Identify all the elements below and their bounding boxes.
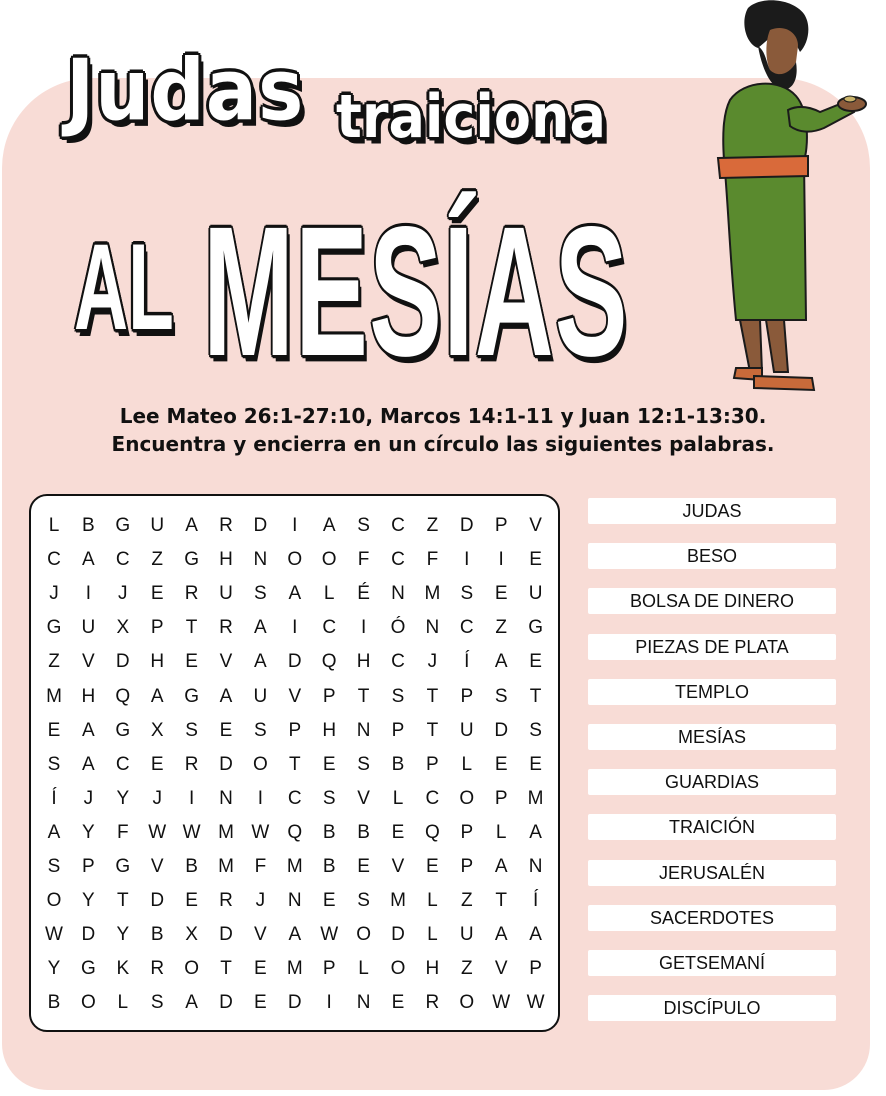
grid-letter[interactable]: C <box>391 651 405 673</box>
grid-letter[interactable]: B <box>185 856 198 877</box>
grid-letter[interactable]: L <box>392 787 404 809</box>
grid-letter[interactable]: R <box>425 992 440 1014</box>
grid-letter[interactable]: B <box>391 753 405 775</box>
grid-letter[interactable]: A <box>254 617 267 639</box>
grid-letter[interactable]: H <box>81 685 96 707</box>
grid-letter[interactable]: J <box>255 890 266 912</box>
grid-letter[interactable]: N <box>391 583 405 605</box>
grid-letter[interactable]: E <box>322 753 336 775</box>
grid-letter[interactable]: A <box>529 924 542 946</box>
grid-letter[interactable]: X <box>150 719 164 741</box>
grid-letter[interactable]: B <box>322 856 336 877</box>
grid-letter[interactable]: L <box>461 753 473 775</box>
grid-letter[interactable]: R <box>150 958 165 980</box>
grid-letter[interactable]: S <box>529 719 542 741</box>
grid-row <box>31 645 558 679</box>
grid-letter[interactable]: E <box>494 583 508 605</box>
grid-letter[interactable]: W <box>526 992 545 1014</box>
grid-letter[interactable]: Q <box>425 821 440 843</box>
grid-letter[interactable]: A <box>47 821 61 843</box>
grid-letter[interactable]: H <box>219 549 233 571</box>
grid-row <box>31 918 558 952</box>
grid-letter[interactable]: M <box>286 856 303 877</box>
grid-letter[interactable]: W <box>45 924 63 946</box>
grid-letter[interactable]: F <box>357 549 370 571</box>
grid-letter[interactable]: J <box>83 787 94 809</box>
grid-letter[interactable]: L <box>427 890 438 912</box>
grid-letter[interactable]: Z <box>426 515 439 536</box>
grid-letter[interactable]: V <box>254 924 267 946</box>
grid-letter[interactable]: J <box>152 787 162 809</box>
grid-letter[interactable]: V <box>357 787 370 809</box>
grid-letter[interactable]: L <box>323 583 335 605</box>
grid-letter[interactable]: U <box>459 924 474 946</box>
word-list-item: SACERDOTES <box>588 905 836 931</box>
grid-letter[interactable]: O <box>321 549 337 571</box>
grid-letter[interactable]: L <box>358 958 369 980</box>
grid-letter[interactable]: A <box>219 685 233 707</box>
grid-letter[interactable]: A <box>322 515 336 536</box>
grid-letter[interactable]: Ó <box>390 617 406 639</box>
grid-letter[interactable]: A <box>529 821 542 843</box>
grid-letter[interactable]: T <box>185 617 198 639</box>
grid-letter[interactable]: E <box>47 719 61 741</box>
grid-letter[interactable]: P <box>150 617 164 639</box>
grid-letter[interactable]: H <box>150 651 165 673</box>
instructions <box>0 402 886 458</box>
grid-letter[interactable]: P <box>82 856 95 877</box>
grid-letter[interactable]: E <box>219 719 233 741</box>
grid-letter[interactable]: G <box>115 515 131 536</box>
grid-letter[interactable]: S <box>150 992 164 1014</box>
grid-letter[interactable]: Z <box>495 617 507 639</box>
title-mesias: MESÍAS <box>203 189 629 395</box>
grid-letter[interactable]: Z <box>460 958 473 980</box>
grid-letter[interactable]: Z <box>460 890 473 912</box>
grid-letter[interactable]: D <box>219 992 233 1014</box>
grid-letter[interactable]: Y <box>82 890 95 912</box>
grid-letter[interactable]: P <box>426 753 439 775</box>
grid-letter[interactable]: C <box>391 515 405 536</box>
grid-row <box>31 509 558 543</box>
grid-letter[interactable]: Í <box>464 651 470 673</box>
grid-letter[interactable]: P <box>460 856 474 877</box>
grid-letter[interactable]: V <box>529 515 542 536</box>
grid-letter[interactable]: Z <box>48 651 60 673</box>
grid-letter[interactable]: B <box>357 821 370 843</box>
grid-letter[interactable]: N <box>356 719 371 741</box>
grid-letter[interactable]: A <box>150 685 164 707</box>
grid-letter[interactable]: O <box>253 753 268 775</box>
grid-letter[interactable]: W <box>320 924 339 946</box>
grid-letter[interactable]: W <box>492 992 511 1014</box>
grid-letter[interactable]: I <box>257 787 264 809</box>
grid-letter[interactable]: I <box>292 617 298 639</box>
grid-letter[interactable]: B <box>322 821 336 843</box>
grid-letter[interactable]: A <box>288 583 302 605</box>
grid-letter[interactable]: T <box>426 685 439 707</box>
grid-letter[interactable]: H <box>356 651 371 673</box>
word-list-item: PIEZAS DE PLATA <box>588 634 836 660</box>
grid-letter[interactable]: V <box>150 856 164 877</box>
grid-letter[interactable]: M <box>390 890 406 912</box>
grid-letter[interactable]: O <box>184 958 199 980</box>
title-traiciona: traiciona <box>336 82 606 152</box>
grid-letter[interactable]: K <box>116 958 130 980</box>
grid-letter[interactable]: L <box>48 515 60 536</box>
grid-letter[interactable]: I <box>292 515 298 536</box>
word-list-item: TEMPLO <box>588 679 836 705</box>
grid-row <box>31 782 558 816</box>
instructions-line-2: Encuentra y encierra en un círculo las siguientes palabras. <box>111 432 775 456</box>
grid-letter[interactable]: E <box>391 821 405 843</box>
grid-letter[interactable]: D <box>219 753 233 775</box>
grid-letter[interactable]: A <box>494 924 508 946</box>
grid-letter[interactable]: M <box>46 685 62 707</box>
word-list-item: GUARDIAS <box>588 769 836 795</box>
grid-letter[interactable]: L <box>495 821 507 843</box>
grid-letter[interactable]: Q <box>115 685 131 707</box>
grid-letter[interactable]: N <box>287 890 302 912</box>
title-al: AL <box>74 219 174 357</box>
grid-letter[interactable]: S <box>460 583 474 605</box>
word-list-item: BESO <box>588 543 836 569</box>
grid-row <box>31 850 558 884</box>
grid-letter[interactable]: E <box>150 583 164 605</box>
grid-row <box>31 816 558 850</box>
grid-letter[interactable]: N <box>253 549 268 571</box>
grid-letter[interactable]: S <box>254 719 267 741</box>
grid-letter[interactable]: I <box>464 549 470 571</box>
grid-letter[interactable]: C <box>459 617 474 639</box>
grid-letter[interactable]: O <box>390 958 406 980</box>
grid-letter[interactable]: O <box>459 787 475 809</box>
grid-letter[interactable]: M <box>286 958 303 980</box>
grid-row <box>31 680 558 714</box>
grid-letter[interactable]: I <box>498 549 504 571</box>
grid-letter[interactable]: S <box>391 685 405 707</box>
grid-letter[interactable]: A <box>288 924 302 946</box>
grid-letter[interactable]: Q <box>287 821 303 843</box>
grid-letter[interactable]: H <box>425 958 440 980</box>
grid-letter[interactable]: E <box>529 753 542 775</box>
grid-letter[interactable]: C <box>391 549 405 571</box>
grid-letter[interactable]: U <box>81 617 96 639</box>
grid-letter[interactable]: O <box>287 549 303 571</box>
grid-letter[interactable]: C <box>115 549 130 571</box>
grid-letter[interactable]: E <box>150 753 164 775</box>
grid-letter[interactable]: W <box>182 821 201 843</box>
grid-letter[interactable]: C <box>425 787 440 809</box>
grid-letter[interactable]: J <box>49 583 59 605</box>
grid-letter[interactable]: T <box>220 958 232 980</box>
grid-letter[interactable]: C <box>115 753 130 775</box>
grid-letter[interactable]: E <box>254 958 267 980</box>
grid-letter[interactable]: D <box>459 515 474 536</box>
grid-letter[interactable]: O <box>81 992 96 1014</box>
grid-letter[interactable]: P <box>288 719 302 741</box>
grid-letter[interactable]: P <box>529 958 542 980</box>
grid-letter[interactable]: P <box>494 787 508 809</box>
grid-letter[interactable]: R <box>219 515 233 536</box>
grid-letter[interactable]: B <box>150 924 164 946</box>
grid-letter[interactable]: D <box>287 651 302 673</box>
instructions-line-1: Lee Mateo 26:1-27:10, Marcos 14:1-11 y Juan 12:1-13:30. <box>119 404 767 428</box>
grid-letter[interactable]: S <box>185 719 198 741</box>
grid-letter[interactable]: G <box>46 617 62 639</box>
grid-letter[interactable]: D <box>150 890 165 912</box>
word-list-item: JUDAS <box>588 498 836 524</box>
grid-letter[interactable]: A <box>82 753 95 775</box>
grid-letter[interactable]: V <box>391 856 405 877</box>
grid-letter[interactable]: T <box>495 890 507 912</box>
grid-letter[interactable]: D <box>391 924 405 946</box>
grid-letter[interactable]: G <box>81 958 96 980</box>
grid-letter[interactable]: R <box>219 890 233 912</box>
grid-letter[interactable]: S <box>357 890 370 912</box>
grid-letter[interactable]: R <box>184 583 199 605</box>
grid-letter[interactable]: X <box>116 617 130 639</box>
grid-letter[interactable]: D <box>81 924 96 946</box>
grid-letter[interactable]: J <box>427 651 438 673</box>
grid-letter[interactable]: G <box>528 617 543 639</box>
grid-letter[interactable]: E <box>185 651 198 673</box>
word-list-item: TRAICIÓN <box>588 814 836 840</box>
grid-letter[interactable]: Y <box>116 787 130 809</box>
word-list-item: MESÍAS <box>588 724 836 750</box>
grid-letter[interactable]: S <box>357 753 370 775</box>
grid-letter[interactable]: S <box>47 753 61 775</box>
grid-letter[interactable]: X <box>185 924 198 946</box>
grid-letter[interactable]: U <box>150 515 165 536</box>
grid-letter[interactable]: S <box>357 515 370 536</box>
grid-letter[interactable]: A <box>494 651 508 673</box>
grid-letter[interactable]: E <box>529 549 542 571</box>
grid-letter[interactable]: N <box>356 992 371 1014</box>
grid-letter[interactable]: I <box>326 992 332 1014</box>
grid-letter[interactable]: N <box>528 856 543 877</box>
grid-letter[interactable]: Q <box>321 651 337 673</box>
grid-letter[interactable]: P <box>460 685 474 707</box>
grid-letter[interactable]: P <box>391 719 405 741</box>
grid-letter[interactable]: C <box>287 787 302 809</box>
grid-letter[interactable]: V <box>82 651 95 673</box>
grid-letter[interactable]: U <box>253 685 268 707</box>
grid-letter[interactable]: E <box>529 651 542 673</box>
grid-letter[interactable]: B <box>47 992 61 1014</box>
grid-row <box>31 884 558 918</box>
judas-figure-icon <box>700 0 880 395</box>
grid-letter[interactable]: W <box>148 821 167 843</box>
grid-letter[interactable]: E <box>254 992 267 1014</box>
grid-letter[interactable]: G <box>184 685 199 707</box>
grid-letter[interactable]: L <box>427 924 438 946</box>
grid-letter[interactable]: M <box>218 856 234 877</box>
grid-letter[interactable]: E <box>322 890 336 912</box>
grid-letter[interactable]: L <box>117 992 129 1014</box>
grid-row <box>31 577 558 611</box>
grid-letter[interactable]: D <box>494 719 509 741</box>
grid-row <box>31 986 558 1020</box>
grid-letter[interactable]: V <box>288 685 302 707</box>
grid-letter[interactable]: I <box>188 787 195 809</box>
grid-letter[interactable]: T <box>288 753 301 775</box>
grid-letter[interactable]: I <box>360 617 367 639</box>
grid-letter[interactable]: S <box>47 856 61 877</box>
grid-letter[interactable]: Y <box>82 821 95 843</box>
grid-letter[interactable]: G <box>184 549 199 571</box>
grid-letter[interactable]: É <box>357 583 370 605</box>
word-list-item: GETSEMANÍ <box>588 950 836 976</box>
grid-letter[interactable]: V <box>219 651 233 673</box>
grid-letter[interactable]: A <box>254 651 267 673</box>
grid-letter[interactable]: E <box>357 856 370 877</box>
word-list-item: BOLSA DE DINERO <box>588 588 836 614</box>
grid-letter[interactable]: Y <box>47 958 61 980</box>
grid-letter[interactable]: S <box>494 685 508 707</box>
grid-letter[interactable]: A <box>185 515 198 536</box>
grid-letter[interactable]: O <box>356 924 371 946</box>
grid-letter[interactable]: E <box>494 753 508 775</box>
grid-letter[interactable]: U <box>219 583 233 605</box>
grid-letter[interactable]: Í <box>532 890 539 912</box>
grid-letter[interactable]: A <box>82 549 95 571</box>
grid-letter[interactable]: C <box>47 549 61 571</box>
word-list-item: DISCÍPULO <box>588 995 836 1021</box>
grid-letter[interactable]: R <box>219 617 233 639</box>
grid-letter[interactable]: D <box>287 992 302 1014</box>
grid-letter[interactable]: U <box>528 583 543 605</box>
grid-letter[interactable]: I <box>85 583 92 605</box>
grid-letter[interactable]: Y <box>116 924 130 946</box>
grid-letter[interactable]: M <box>218 821 234 843</box>
grid-letter[interactable]: H <box>322 719 337 741</box>
grid-letter[interactable]: B <box>82 515 95 536</box>
grid-letter[interactable]: E <box>185 890 198 912</box>
grid-letter[interactable]: F <box>116 821 129 843</box>
grid-row <box>31 543 558 577</box>
grid-letter[interactable]: Z <box>151 549 163 571</box>
grid-letter[interactable]: A <box>185 992 198 1014</box>
letter-grid <box>31 496 558 1030</box>
grid-letter[interactable]: P <box>322 958 336 980</box>
grid-letter[interactable]: T <box>357 685 370 707</box>
grid-letter[interactable]: M <box>527 787 544 809</box>
grid-letter[interactable]: V <box>494 958 508 980</box>
grid-letter[interactable]: U <box>459 719 474 741</box>
word-search-grid <box>29 494 560 1032</box>
grid-letter[interactable]: G <box>115 856 131 877</box>
grid-letter[interactable]: S <box>322 787 336 809</box>
grid-letter[interactable]: S <box>254 583 267 605</box>
grid-letter[interactable]: T <box>529 685 542 707</box>
grid-letter[interactable]: R <box>184 753 199 775</box>
grid-row <box>31 611 558 645</box>
grid-row <box>31 952 558 986</box>
grid-letter[interactable]: A <box>494 856 508 877</box>
grid-row <box>31 714 558 748</box>
grid-letter[interactable]: E <box>391 992 405 1014</box>
grid-letter[interactable]: D <box>253 515 268 536</box>
grid-letter[interactable]: O <box>46 890 62 912</box>
grid-letter[interactable]: F <box>426 549 439 571</box>
grid-letter[interactable]: P <box>322 685 336 707</box>
grid-letter[interactable]: J <box>118 583 128 605</box>
grid-letter[interactable]: D <box>115 651 130 673</box>
grid-letter[interactable]: O <box>459 992 475 1014</box>
grid-letter[interactable]: A <box>82 719 95 741</box>
grid-letter[interactable]: P <box>460 821 474 843</box>
grid-letter[interactable]: T <box>426 719 439 741</box>
grid-letter[interactable]: P <box>494 515 508 536</box>
grid-letter[interactable]: Í <box>51 787 57 809</box>
grid-letter[interactable]: E <box>426 856 439 877</box>
grid-letter[interactable]: W <box>251 821 270 843</box>
grid-letter[interactable]: M <box>424 583 441 605</box>
grid-letter[interactable]: T <box>116 890 129 912</box>
word-list-item: JERUSALÉN <box>588 860 836 886</box>
grid-letter[interactable]: N <box>425 617 440 639</box>
grid-letter[interactable]: F <box>254 856 267 877</box>
grid-letter[interactable]: N <box>219 787 233 809</box>
grid-letter[interactable]: C <box>322 617 337 639</box>
title-judas: Judas <box>66 40 305 140</box>
grid-letter[interactable]: G <box>115 719 131 741</box>
grid-row <box>31 748 558 782</box>
grid-letter[interactable]: D <box>219 924 233 946</box>
